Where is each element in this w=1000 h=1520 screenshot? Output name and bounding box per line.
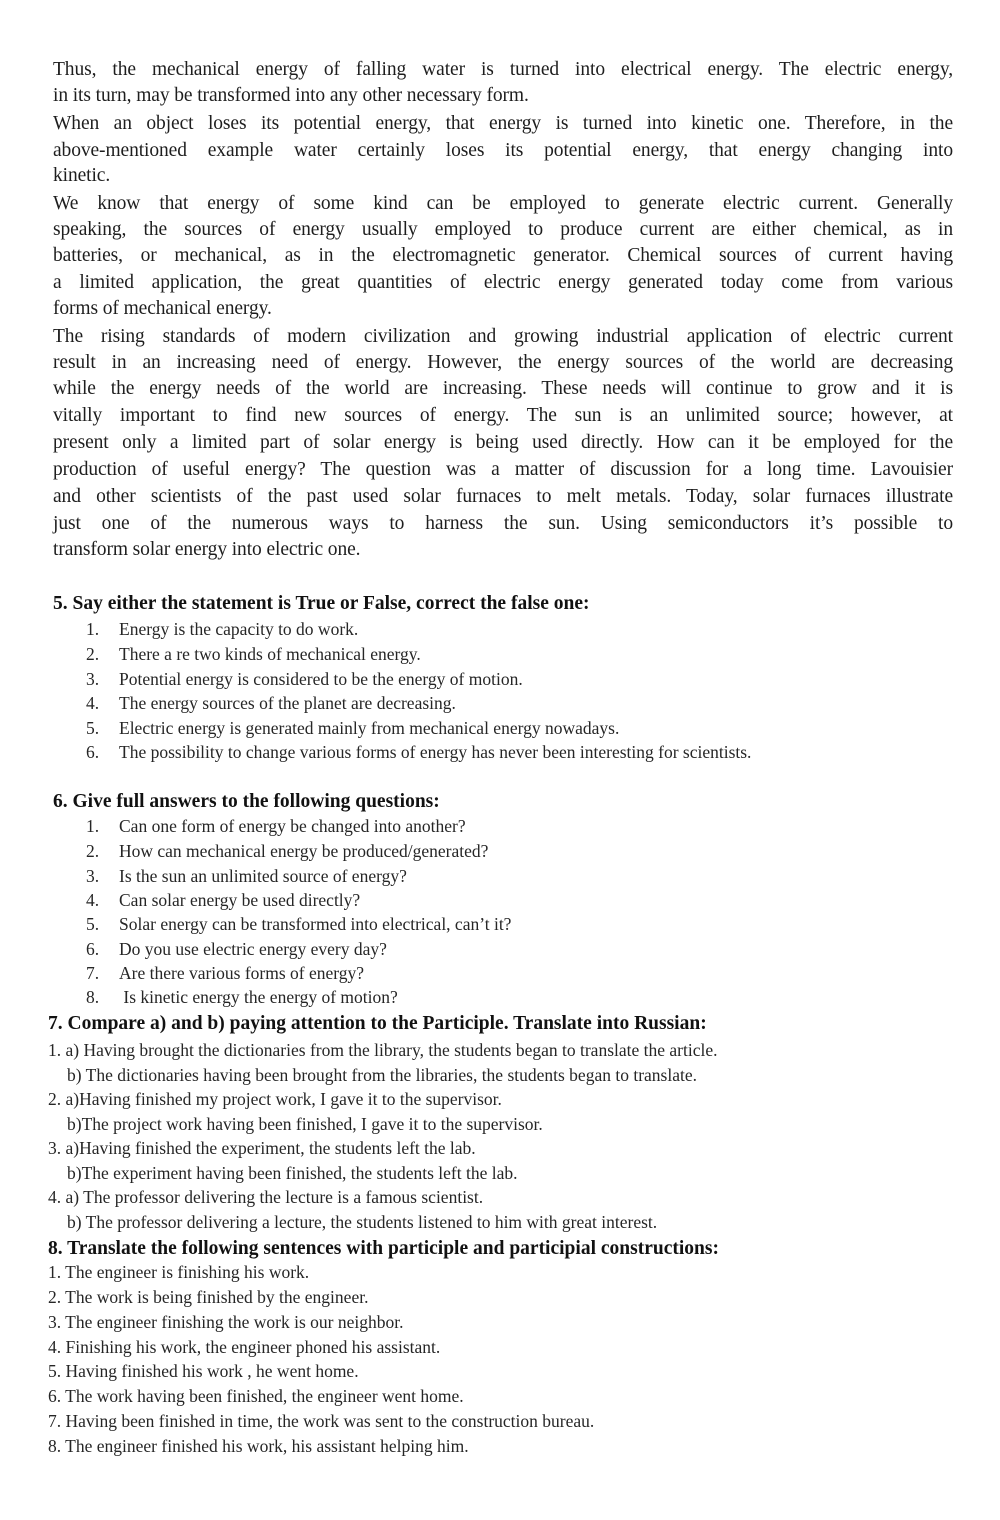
- passage-line: present only a limited part of solar energy is being used directly. How can it be employed for the: [53, 432, 953, 453]
- item-number: 2.: [86, 644, 100, 664]
- item-number: 4.: [86, 693, 100, 713]
- passage-line: forms of mechanical energy.: [53, 298, 272, 319]
- item-number: 3.: [86, 669, 100, 689]
- list-item: [86, 692, 456, 714]
- exercise-7-line: 4. a) The professor delivering the lecture is a famous scientist.: [48, 1187, 484, 1207]
- list-item: [86, 643, 421, 665]
- item-number: 4.: [86, 890, 100, 910]
- list-item: [86, 865, 407, 887]
- exercise-8-heading: 8. Translate the following sentences with participle and participial constructions:: [48, 1238, 719, 1259]
- item-text: Are there various forms of energy?: [119, 963, 365, 983]
- exercise-7-line: b)The project work having been finished, I gave it to the supervisor.: [67, 1114, 543, 1134]
- passage-line: transform solar energy into electric one.: [53, 539, 361, 560]
- exercise-8-item: 3. The engineer finishing the work is our neighbor.: [48, 1312, 404, 1332]
- list-item: [86, 889, 360, 911]
- passage-line: in its turn, may be transformed into any other necessary form.: [53, 85, 529, 106]
- exercise-7-line: 1. a) Having brought the dictionaries from the library, the students began to translate the article.: [48, 1040, 718, 1060]
- list-item: [86, 668, 523, 690]
- exercise-7-line: b) The dictionaries having been brought from the libraries, the students began to translate.: [67, 1065, 697, 1085]
- item-text: Potential energy is considered to be the energy of motion.: [119, 669, 523, 689]
- item-number: 1.: [86, 619, 100, 639]
- exercise-8-item: 7. Having been finished in time, the work was sent to the construction bureau.: [48, 1411, 595, 1431]
- list-item: [86, 913, 511, 935]
- passage-line: Thus, the mechanical energy of falling water is turned into electrical energy. The electric energy,: [53, 59, 953, 80]
- list-item: [86, 618, 358, 640]
- passage-line: while the energy needs of the world are increasing. These needs will continue to grow and it is: [53, 378, 953, 399]
- exercise-8-item: 6. The work having been finished, the engineer went home.: [48, 1386, 464, 1406]
- item-number: 3.: [86, 866, 100, 886]
- item-text: The energy sources of the planet are decreasing.: [119, 693, 456, 713]
- list-item: [86, 815, 466, 837]
- item-number: 6.: [86, 742, 100, 762]
- exercise-6-heading: 6. Give full answers to the following questions:: [53, 791, 440, 812]
- item-text: Solar energy can be transformed into electrical, can’t it?: [119, 914, 512, 934]
- exercise-5-heading: 5. Say either the statement is True or False, correct the false one:: [53, 593, 590, 614]
- exercise-7-line: 2. a)Having finished my project work, I gave it to the supervisor.: [48, 1089, 502, 1109]
- item-number: 1.: [86, 816, 100, 836]
- list-item: [86, 986, 398, 1008]
- item-number: 6.: [86, 939, 100, 959]
- passage-line: The rising standards of modern civilization and growing industrial application of electric current: [53, 326, 953, 347]
- passage-line: When an object loses its potential energy, that energy is turned into kinetic one. Therefore, in the: [53, 113, 953, 134]
- list-item: [86, 840, 488, 862]
- item-text: The possibility to change various forms of energy has never been interesting for scientists.: [119, 742, 752, 762]
- passage-line: kinetic.: [53, 165, 111, 186]
- item-text: Do you use electric energy every day?: [119, 939, 387, 959]
- passage-line: production of useful energy? The question was a matter of discussion for a long time. Lavouisier: [53, 459, 953, 480]
- exercise-8-item: 4. Finishing his work, the engineer phoned his assistant.: [48, 1337, 441, 1357]
- passage-line: speaking, the sources of energy usually employed to produce current are either chemical, as in: [53, 219, 953, 240]
- list-item: [86, 717, 619, 739]
- item-number: 7.: [86, 963, 100, 983]
- item-text: Is the sun an unlimited source of energy?: [119, 866, 407, 886]
- exercise-7-line: b) The professor delivering a lecture, the students listened to him with great interest.: [67, 1212, 658, 1232]
- passage-line: vitally important to find new sources of energy. The sun is an unlimited source; however, at: [53, 405, 953, 426]
- passage-line: a limited application, the great quantities of electric energy generated today come from various: [53, 272, 953, 293]
- item-number: 8.: [86, 987, 100, 1007]
- list-item: [86, 962, 364, 984]
- passage-line: result in an increasing need of energy. However, the energy sources of the world are decreasing: [53, 352, 953, 373]
- item-text: There a re two kinds of mechanical energy.: [119, 644, 421, 664]
- passage-line: just one of the numerous ways to harness the sun. Using semiconductors it’s possible to: [53, 513, 953, 534]
- exercise-7-line: b)The experiment having been finished, the students left the lab.: [67, 1163, 518, 1183]
- exercise-7-heading: 7. Compare a) and b) paying attention to the Participle. Translate into Russian:: [48, 1013, 707, 1034]
- exercise-8-item: 2. The work is being finished by the engineer.: [48, 1287, 369, 1307]
- exercise-8-item: 1. The engineer is finishing his work.: [48, 1262, 310, 1282]
- item-text: Electric energy is generated mainly from mechanical energy nowadays.: [119, 718, 620, 738]
- passage-line: and other scientists of the past used solar furnaces to melt metals. Today, solar furnaces illustrate: [53, 486, 953, 507]
- item-text: How can mechanical energy be produced/generated?: [119, 841, 489, 861]
- passage-line: We know that energy of some kind can be employed to generate electric current. Generally: [53, 193, 953, 214]
- item-number: 2.: [86, 841, 100, 861]
- list-item: [86, 938, 387, 960]
- exercise-7-line: 3. a)Having finished the experiment, the students left the lab.: [48, 1138, 476, 1158]
- passage-line: batteries, or mechanical, as in the electromagnetic generator. Chemical sources of current having: [53, 245, 953, 266]
- exercise-8-item: 5. Having finished his work , he went home.: [48, 1361, 359, 1381]
- item-text: Is kinetic energy the energy of motion?: [119, 987, 398, 1007]
- exercise-8-item: 8. The engineer finished his work, his assistant helping him.: [48, 1436, 469, 1456]
- list-item: [86, 741, 751, 763]
- item-number: 5.: [86, 718, 100, 738]
- passage-line: above-mentioned example water certainly loses its potential energy, that energy changing into: [53, 140, 953, 161]
- item-text: Can solar energy be used directly?: [119, 890, 361, 910]
- item-number: 5.: [86, 914, 100, 934]
- item-text: Can one form of energy be changed into another?: [119, 816, 466, 836]
- item-text: Energy is the capacity to do work.: [119, 619, 359, 639]
